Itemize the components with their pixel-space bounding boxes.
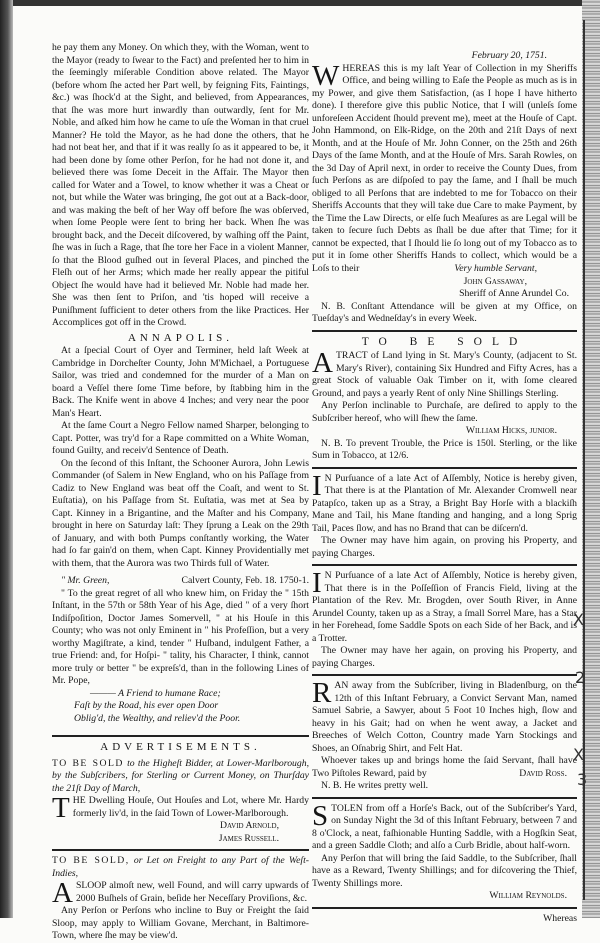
sheriff-notice-body — [312, 59, 577, 276]
notice-text: N Purſuance of a late Act of Aſſembly, Notice is hereby given, That there is in the Poſſeſſion of Francis Field, living at the Plantation of the Rev. Mr. Brogden, over South River, in Anne Arundel County, taken up as a Stray, a ſmall Sorrel Mare, has a Star in her Forehead, ſome Saddle Spots on each Side of her Back, and is a Trotter. — [312, 570, 577, 644]
sheriff-title: Sheriff of Anne Arundel Co. — [459, 288, 569, 299]
section-rule — [312, 797, 577, 799]
ad-sloop-contact: Any Perſon or Perſons who incline to Buy or Freight the ſaid Sloop, may apply to William Govane, Merchant, in Baltimore-Town, where ſhe may be view'd. — [52, 905, 309, 941]
drop-cap: S — [312, 799, 329, 832]
scan-left-edge — [0, 0, 13, 918]
notice-text: N Purſuance of a late Act of Aſſembly, Notice is hereby given, That there is at the Plantation of Mr. Alexander Cromwell near Patapſco, taken up as a Stray, a Bright Bay Horſe with a blackiſh Mane and Tail, his Mane ſtanding and hanging, and a long Sprig Tail, Paces ſlow, and has no Brand that can be diſcern'd. — [312, 472, 577, 534]
handwritten-mark: 3 — [577, 770, 588, 789]
section-rule — [312, 674, 577, 676]
letter-dateline: Calvert County, Feb. 18. 1750-1. — [181, 575, 309, 586]
land-ad-contact: Any Perſon inclinable to Purchaſe, are deſired to apply to the Subſcriber hereof, who will ſhew the ſame. — [312, 400, 577, 424]
signature: John Gassaway, — [463, 275, 527, 287]
verse-line: ——— A Friend to humane Race; — [90, 687, 221, 699]
signature: David Arnold, — [219, 820, 279, 831]
stolen-saddle-notice — [312, 799, 577, 853]
to-be-sold-heading: TO BE SOLD — [361, 335, 528, 348]
drop-cap: I — [312, 567, 322, 599]
letter-salutation: " Mr. Green, — [61, 575, 110, 586]
drop-cap: A — [312, 347, 333, 379]
handwritten-mark: X — [573, 610, 584, 629]
stray-mare-owner-note: The Owner may have her again, on proving his Property, and paying Charges. — [312, 645, 577, 669]
runaway-nb: N. B. He writes pretty well. — [321, 780, 429, 791]
runaway-notice — [312, 677, 577, 755]
notice-text: TOLEN from off a Horſe's Back, out of the Subſcriber's Yard, on Sunday Night the 3d of this Inſtant February, between 7 and 8 o'Clock, a neat, faſhionable Hunting Saddle, with a Hogſkin Seat, and a green Saddle Cloth; and alſo a Curb Bridle, about half-worn. — [312, 802, 577, 851]
ad-lead: TO BE SOLD — [52, 757, 124, 769]
sheriff-nb: N. B. Conſtant Attendance will be given at my Office, on Tueſday's and Wedneſday's in every Week. — [312, 300, 577, 324]
notice-text: AN away from the Subſcriber, living in Bladenſburg, on the 12th of this Inſtant February, a Convict Servant Man, named Samuel Sabrie, a Sawyer, about 5 Foot 10 Inches high, ſlow and heavy in his Gait; had on when he went away, a Jacket and Breeches of Welch Cotton, Country made Yarn Stockings and Shoes, an Oſnabrig Shirt, and Felt Hat. — [312, 680, 577, 754]
land-ad-nb: N. B. To prevent Trouble, the Price is 150l. Sterling, or the like Sum in Tobacco, at 12/6. — [312, 437, 577, 461]
signature: James Russell. — [218, 832, 279, 844]
ad-body-text: SLOOP almoſt new, well Found, and will carry upwards of 2000 Buſhels of Grain, beſide her Neceſſary Proviſions, &c. — [75, 880, 309, 904]
scan-top-edge — [0, 0, 600, 6]
drop-cap: I — [312, 469, 322, 502]
right-column — [312, 50, 577, 925]
ad-body-text: TRACT of Land lying in St. Mary's County, (adjacent to St. Mary's River), containing Six Hundred and Fifty Acres, has a great Stock of valuable Oak Timber on it, with ſome cleared Ground, and pays a yearly Rent of only Nine Shillings Sterling. — [312, 350, 577, 399]
annapolis-paragraph: At the ſame Court a Negro Fellow named Sharper, belonging to Capt. Potter, was try'd for a Rape committed on a White Woman, found Guilty, and receiv'd Sentence of Death. — [52, 420, 309, 456]
ad-sloop-terms — [52, 855, 309, 880]
stray-horse-notice — [312, 469, 577, 536]
handwritten-mark: 2 — [575, 668, 586, 687]
section-rule — [312, 564, 577, 566]
annapolis-paragraph: On the ſecond of this Inſtant, the Schooner Aurora, John Lewis Commander (of Salem in New England, who on his Paſſage from Cadiz to New England was beat off the Coaſt, and went to St. Euſtatia), on his Paſſage from St. Euſtatia, was met at Sea by Capt. Kinney in a Brigantine, and the Maſter and his Company, brought in here on Saturday laſt: They ſprung a Leak on the 29th of January, and with both Pumps conſtantly working, the Water had ſo far gain'd on them, when Capt. Kinney Providentially met with them, that the Aurora was two Thirds full of Water. — [52, 457, 309, 569]
ad-house-sale-body — [52, 792, 309, 824]
section-rule — [312, 467, 577, 469]
advertisements-heading: ADVERTISEMENTS. — [100, 741, 261, 753]
drop-cap: T — [52, 792, 70, 824]
drop-cap: W — [312, 59, 340, 92]
section-rule — [312, 330, 577, 332]
catchword: Whereas — [543, 912, 577, 924]
signature: David Ross. — [519, 767, 567, 779]
drop-cap: R — [312, 677, 332, 709]
ad-terms: to the Higheſt Bidder, at Lower-Marlborough, by the Subſcribers, for Sterling or Current Money, on Thurſday the 21ſt Day of March, — [52, 757, 309, 794]
section-rule — [312, 907, 577, 909]
notice-text: HEREAS this is my laſt Year of Collection in my Sheriffs Office, and being willing to Eaſe the People as much as is in my Power, and give them Satisfaction, (as I hope I have hitherto done). I therefore give this public Notice, that I will (unleſs ſome unforeſeen Accident ſhould prevent me), meet at the Houſe of Capt. John Hammond, on Elk-Ridge, on the 20th and 21ſt Days of next Month, and at the Houſe of Mr. John Conner, on the 25th and 26th Days of the ſame Month, and at the Houſe of Mrs. Sarah Rowles, on the 3d Day of April next, in order to receive the County Dues, from ſuch Perſons as are diſpoſed to pay the ſame, and I ſhall be much obliged to all Perſons that are indebted to me for Tobacco on their Sheriffs Accounts that they will take due Care to make Payment, by the Time the Law Directs, or elſe ſuch Meaſures as are Legal will be taken to ſecure ſuch Debts as ſhall be due after that Time; for it cannot be expected, that I ſhould lie ſo long out of my Tobacco as to put it in ſome other Sheriffs Hands to collect, which would be a Loſs to their — [312, 62, 577, 274]
annapolis-heading: ANNAPOLIS. — [127, 331, 234, 344]
page-border-line — [583, 20, 585, 900]
ad-sloop-body — [52, 877, 309, 909]
reward-text: Whoever takes up and brings home the ſaid Servant, ſhall have Two Piſtoles Reward, paid by — [312, 755, 577, 779]
handwritten-mark: X — [573, 745, 584, 764]
stray-mare-notice — [312, 567, 577, 645]
ad-terms: or Let on Freight to any Part of the Weſt-Indies, — [52, 855, 309, 879]
runaway-reward — [312, 755, 577, 780]
ad-body-text: HE Dwelling Houſe, Out Houſes and Lot, where Mr. Hardy formerly liv'd, in the ſaid Town of Lower-Marlborough. — [72, 795, 309, 819]
sheriff-closing: Very humble Servant, — [454, 263, 537, 274]
section-rule — [52, 735, 309, 737]
signature: William Hicks, junior. — [465, 425, 557, 436]
verse-line: Oblig'd, the Wealthy, and reliev'd the Poor. — [74, 712, 241, 724]
drop-cap: A — [52, 877, 73, 909]
letter-body: " To the great regret of all who knew him, on Friday the " 15th Inſtant, in the 57th or 58th Year of his Age, died " of a very ſhort Indiſpoſition, Doctor James Somervell, " at his Houſe in this County; who was not only Eminent in " his Profeſſion, but a very worthy Magiſtrate, a kind, tender " Huſband, indulgent Father, a true Friend: and, for Hoſpi- " tality, his Character, I think, cannot more truly or better " be expreſs'd, than in the following Lines of Mr. Pope, — [52, 587, 309, 686]
story-continuation: he pay them any Money. On which they, with the Woman, went to the Mayor (ready to ſwear to the Fact) and preſented her to him in the ſeemingly miſerable Condition above related. The Mayor (before whom ſhe acted her Part well, by feigning Fits, Faintings, &c.) was ſhock'd at the Sight, and believed, from Appearances, that ſhe was more hurt inwardly than outwardly, ſent for Mr. Noble, and aſked him how he came to uſe the Woman in that cruel Manner? He told the Mayor, as he had done the others, that he had not beat her, and that if it was really ſo as it appeared to be, it had been done by ſome other Perſon, for he had not done it, and believed there was ſome Deceit in the Affair. The Mayor then called for Water and a Towel, to know whether it was a Cheat or not, but while the Water was bringing, ſhe got out at a Back-door, and was making the beſt of her Way off before ſhe was obſerved, when ſome People were ſent to bring her back. When ſhe was brought back, and the Deceit diſcovered, by waſhing off the Paint, ſhe was in ſuch a Rage, that ſhe tore her Face in a violent Manner, ſo that the Blood guſhed out in ſeveral Places, and pinched the Fleſh out of her Arms; which made her really appear the pitiful Object ſhe would have had it believed Mr. Noble had made her. She was then ſent to Priſon, and 'tis hoped will receive a Puniſhment ſufficient to deter others from the like Practices. Her Accomplices got off in the Crowd. — [52, 42, 309, 328]
land-ad-body — [312, 347, 577, 400]
ad-lead: TO BE SOLD, — [52, 855, 130, 866]
left-column — [52, 42, 309, 943]
stray-horse-owner-note: The Owner may have him again, on proving his Property, and paying Charges. — [312, 535, 577, 559]
verse-line: Faſt by the Road, his ever open Door — [74, 700, 219, 711]
sheriff-notice-date: February 20, 1751. — [471, 50, 547, 61]
letter-header — [52, 575, 309, 588]
signature: William Reynolds. — [489, 890, 567, 901]
annapolis-paragraph: At a ſpecial Court of Oyer and Terminer, held laſt Week at Cambridge in Dorcheſter County, John M'Michael, a Portuguese Sailor, was tried and condemned for the murder of a Man on board a Veſſel there ſome Time before, by ſtabbing him in the Back. The Knife went in above 4 Inches; and very near the poor Man's Heart. — [52, 345, 309, 419]
stolen-saddle-reward: Any Perſon that will bring the ſaid Saddle, to the Subſcriber, ſhall have as a Reward, Twenty Shillings; and for diſcovering the Thief, Twenty Shillings more. — [312, 852, 577, 889]
section-rule — [52, 849, 309, 851]
ad-house-sale-terms — [52, 758, 309, 796]
